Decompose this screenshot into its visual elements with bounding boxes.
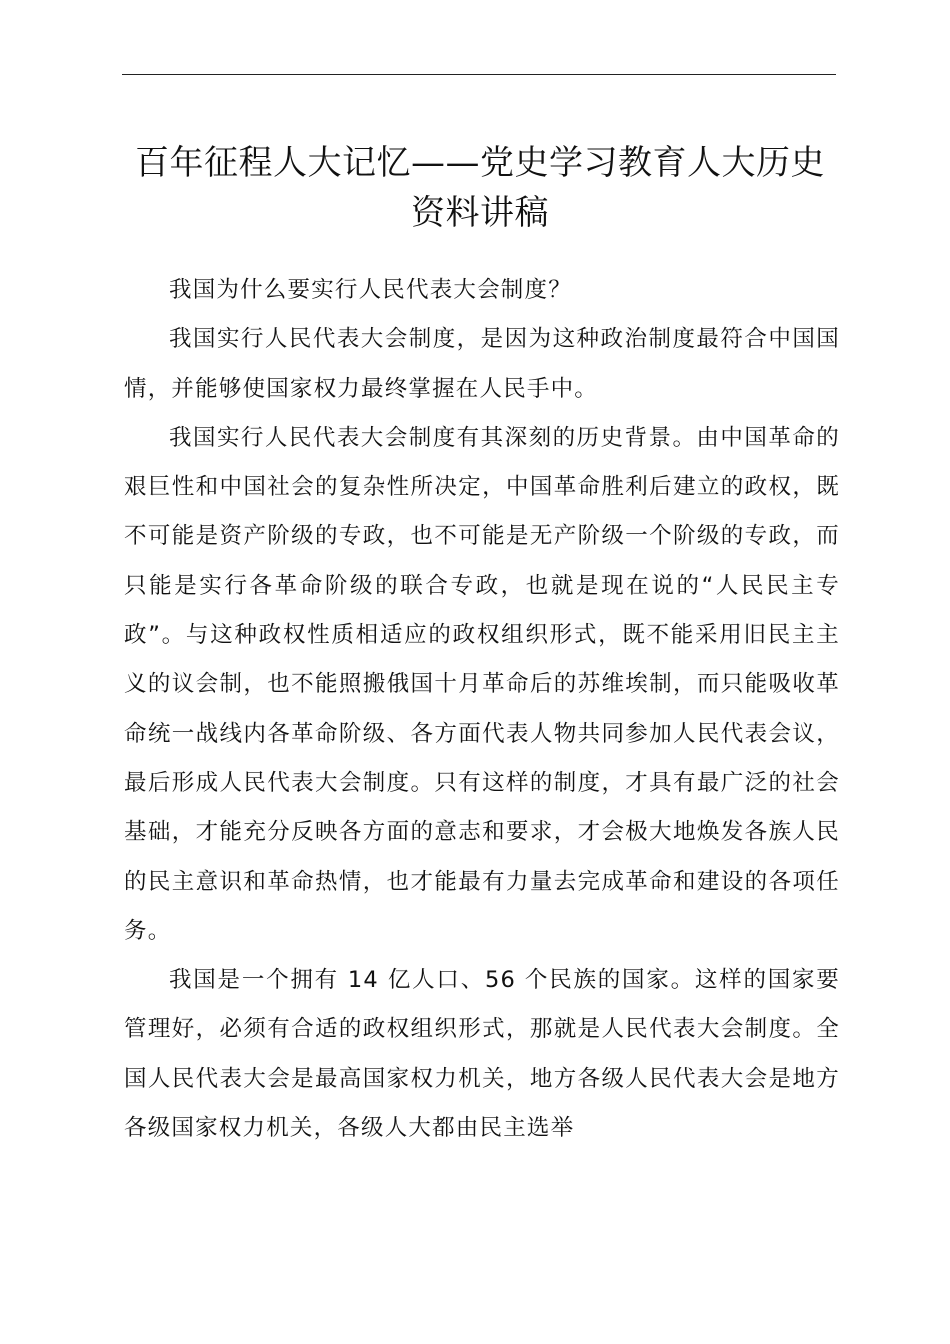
paragraph-question: 我国为什么要实行人民代表大会制度？	[169, 277, 572, 303]
document-body	[124, 266, 840, 1153]
title-line-2: 资料讲稿	[411, 193, 549, 233]
document-title	[100, 138, 860, 238]
paragraph-population: 我国是一个拥有 14 亿人口、56 个民族的国家。这样的国家要管理好，必须有合适的政权组织形式，那就是人民代表大会制度。全国人民代表大会是最高国家权力机关，地方各级人民代表大会是地方各级国家权力机关，各级人大都由民主选举	[124, 967, 840, 1142]
title-line-1: 百年征程人大记忆——党史学习教育人大历史	[135, 143, 825, 183]
header-rule	[122, 74, 836, 75]
paragraph-history: 我国实行人民代表大会制度有其深刻的历史背景。由中国革命的艰巨性和中国社会的复杂性所决定，中国革命胜利后建立的政权，既不可能是资产阶级的专政，也不可能是无产阶级一个阶级的专政，而只能是实行各革命阶级的联合专政，也就是现在说的“人民民主专政”。与这种政权性质相适应的政权组织形式，既不能采用旧民主主义的议会制，也不能照搬俄国十月革命后的苏维埃制，而只能吸收革命统一战线内各革命阶级、各方面代表人物共同参加人民代表会议，最后形成人民代表大会制度。只有这样的制度，才具有最广泛的社会基础，才能充分反映各方面的意志和要求，才会极大地焕发各族人民的民主意识和革命热情，也才能最有力量去完成革命和建设的各项任务。	[124, 424, 840, 944]
paragraph-answer: 我国实行人民代表大会制度，是因为这种政治制度最符合中国国情，并能够使国家权力最终掌握在人民手中。	[124, 326, 840, 402]
